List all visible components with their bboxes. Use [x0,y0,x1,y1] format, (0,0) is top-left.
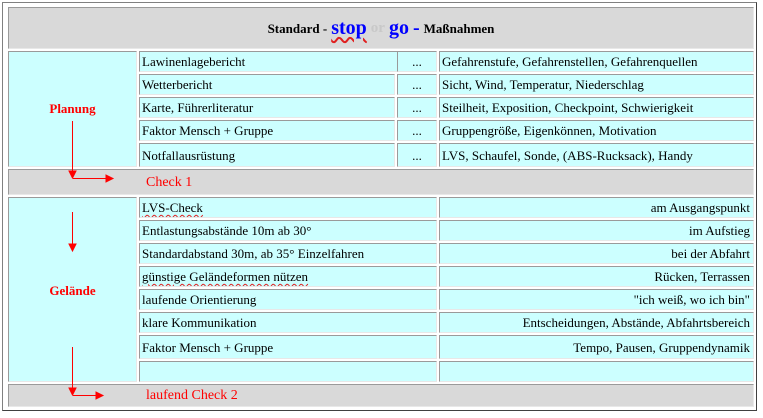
check-1-label: Check 1 [146,175,193,190]
gelaende-detail-5: "ich weiß, wo ich bin" [439,289,754,310]
planung-dots-5: ... [397,143,437,167]
gelaende-item-6: klare Kommunikation [139,312,437,333]
planung-dots-1: ... [397,51,437,72]
planung-item-1: Lawinenlagebericht [139,51,437,72]
gelaende-item-1: LVS-Check [139,197,437,218]
title-prefix: Standard - [267,20,328,36]
planung-dots-3: ... [397,97,437,118]
planung-detail-3: Steilheit, Exposition, Checkpoint, Schwierigkeit [439,97,754,118]
title-suffix: Maßnahmen [423,20,495,36]
section-label-gelaende: Gelände [8,197,137,382]
arrow-gelaende-down-head [69,388,76,395]
gelaende-item-4: günstige Geländeformen nützen [139,266,437,287]
planung-item-3: Karte, Führerliteratur [139,97,395,118]
gelaende-detail-1: am Ausgangspunkt [439,197,754,218]
gelaende-detail-3: bei der Abfahrt [439,243,754,264]
gelaende-item-2: Entlastungsabstände 10m ab 30° [139,220,437,241]
gelaende-detail-6: Entscheidungen, Abstände, Abfahrtsbereich [439,312,754,333]
gelaende-item-7: Faktor Mensch + Gruppe [139,335,437,359]
gelaende-detail-2: im Aufstieg [439,220,754,241]
arrow-planung-down-head [69,171,76,178]
arrow-gelaende-top-head [69,244,76,251]
planung-detail-5: LVS, Schaufel, Sonde, (ABS-Rucksack), Handy [439,143,754,167]
gelaende-detail-4: Rücken, Terrassen [439,266,754,287]
gelaende-item-3: Standardabstand 30m, ab 35° Einzelfahren [139,243,437,264]
gelaende-item-5: laufende Orientierung [139,289,437,310]
gelaende-detail-7: Tempo, Pausen, Gruppendynamik [439,335,754,359]
planung-detail-1: Gefahrenstufe, Gefahrenstellen, Gefahrenquellen [439,51,754,72]
arrow-planung-right-head [106,175,113,182]
title-or: or [370,19,385,36]
planung-dots-4: ... [397,120,437,141]
planung-detail-2: Sicht, Wind, Temperatur, Niederschlag [439,74,754,95]
planung-detail-4: Gruppengröße, Eigenkönnen, Motivation [439,120,754,141]
arrow-gelaende-right-head [96,392,103,399]
title-stop: stop [331,16,367,39]
planung-item-2: Wetterbericht [139,74,395,95]
check-2-label: laufend Check 2 [146,388,238,403]
planung-dots-2: ... [397,74,437,95]
planung-item-4: Faktor Mensch + Gruppe [139,120,395,141]
title-dash: - [412,16,420,39]
title-go: go [388,16,409,39]
section-label-planung: Planung [8,51,137,167]
planung-item-5: Notfallausrüstung [139,143,395,167]
